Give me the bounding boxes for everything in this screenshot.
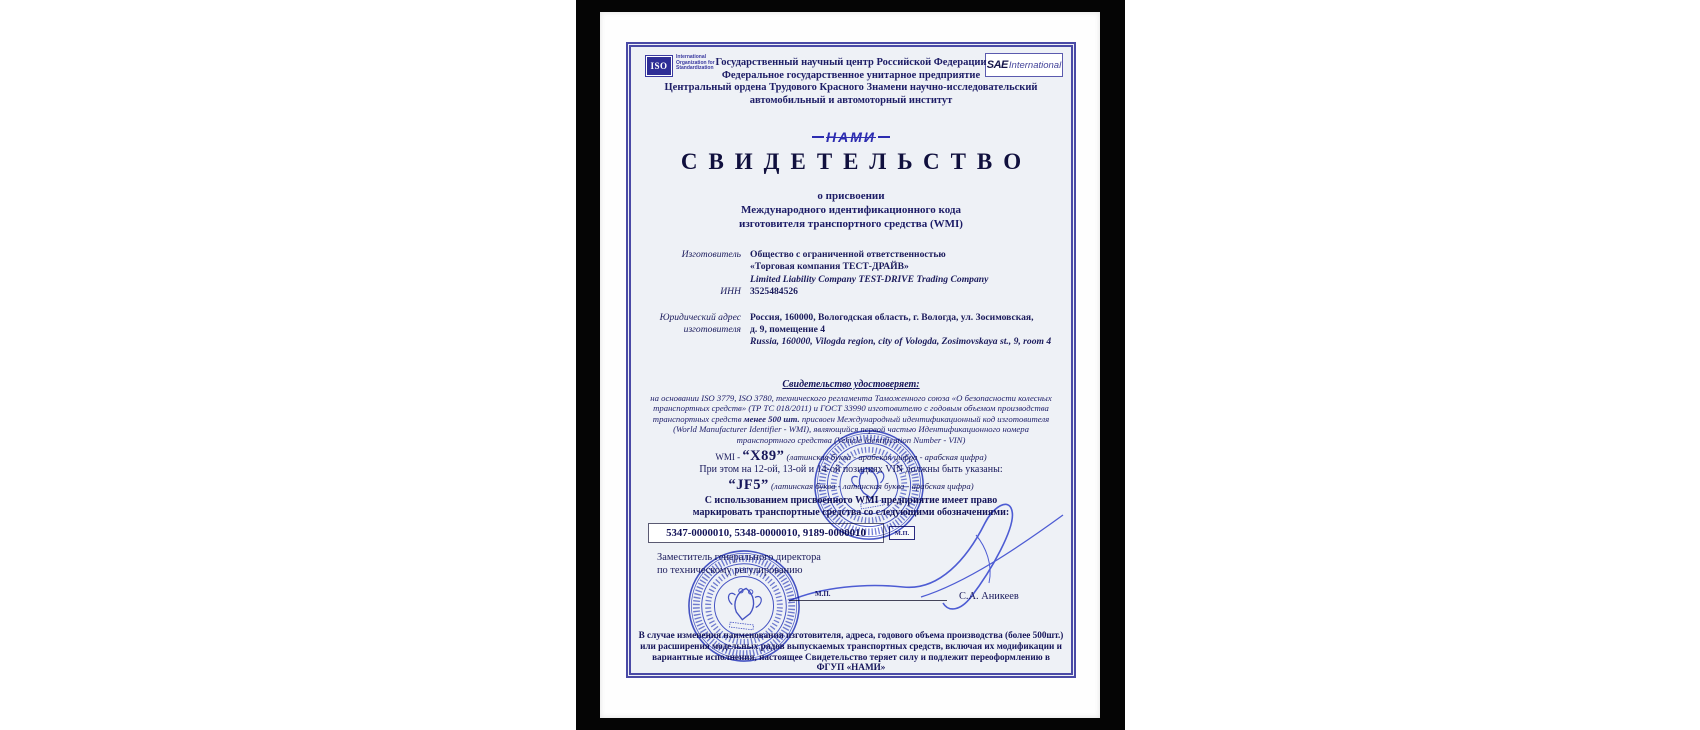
wmi-code: “X89”	[742, 448, 785, 464]
sae-word: International	[1008, 59, 1062, 71]
signatory-position-line: по техническому регулированию	[657, 564, 803, 576]
issuer-header	[631, 54, 1071, 107]
handwritten-signature	[768, 475, 1091, 640]
inn-value: 3525484526	[750, 286, 798, 298]
subtitle-line: о присвоении	[817, 190, 885, 202]
nami-logo	[631, 129, 1071, 145]
revocation-note-line: В случае изменения наименования изготовителя, адреса, годового объема производства (более 500шт.)	[638, 630, 1064, 640]
signatory-name: С.А. Аникеев	[959, 591, 1019, 602]
nami-logo-dash-right	[878, 136, 890, 139]
nami-logo-text: НАМИ	[826, 129, 876, 145]
subtitle-line: Международного идентификационного кода	[741, 204, 961, 216]
annual-volume-limit: менее 500 шт.	[743, 413, 800, 424]
legal-address-label-line1: Юридический адрес	[659, 311, 741, 323]
legal-address-ru2: д. 9, помещение 4	[750, 324, 826, 336]
iso-emblem: ISO	[647, 57, 671, 75]
certificate-border-box	[626, 42, 1076, 678]
legal-address-label-line2: изготовителя	[683, 324, 741, 336]
revocation-note	[631, 630, 1071, 673]
certifies-body-line: транспортных средств менее 500 шт. присвоен Международный идентификационный код изготовителя	[652, 413, 1050, 424]
wmi-prefix: WMI -	[715, 452, 743, 462]
issuer-header-line: Государственный научный центр Российской Федерации	[715, 57, 987, 68]
wmi-code-note: (латинская буква - арабская цифра - арабская цифра)	[784, 452, 987, 462]
certifies-heading: Свидетельство удостоверяет:	[782, 379, 920, 390]
stamp-place-mark: М.П.	[815, 590, 831, 598]
manufacturer-name-ru1: Общество с ограниченной ответственностью	[750, 249, 946, 260]
issuer-header-line: автомобильный и автомоторный институт	[749, 94, 953, 106]
legal-address-en: Russia, 160000, Vilogda region, city of Vologda, Zosimovskaya st., 9, room 4	[750, 336, 1052, 348]
issuer-header-line: Федеральное государственное унитарное предприятие	[721, 69, 981, 81]
marking-line: маркировать транспортные средства со следующими обозначениями:	[692, 507, 1010, 518]
revocation-note-line: или расширения модельных рядов выпускаемых транспортных средств, включая их модификации и	[640, 640, 1062, 651]
vin-positions-line: При этом на 12-ой, 13-ой и 14-ой позициях VIN должны быть указаны:	[699, 464, 1003, 475]
vin-positions-code: “JF5”	[728, 477, 769, 493]
revocation-note-line: вариантные исполнения, настоящее Свидетельство теряет силу и подлежит переоформлению в	[652, 651, 1050, 662]
certifies-body-line: (World Manufacturer Identifier - WMI), являющийся первой частью Идентификационного номера	[673, 424, 1029, 435]
document-subtitle	[631, 189, 1071, 231]
legal-address-ru1: Россия, 160000, Вологодская область, г. Вологда, ул. Зосимовская,	[750, 311, 1034, 323]
manufacturer-label: Изготовитель	[681, 249, 741, 260]
vin-positions-code-note: (латинская буква - латинская буква - арабская цифра)	[768, 481, 974, 491]
certifies-body-line: транспортного средства (Vehicle Identification Number - VIN)	[736, 434, 966, 445]
manufacturer-name-ru2: «Торговая компания ТЕСТ-ДРАЙВ»	[750, 261, 909, 273]
certificate-page	[600, 12, 1100, 718]
issuer-header-line: Центральный ордена Трудового Красного Знамени научно-исследовательский	[664, 82, 1038, 93]
stamp-place-box: М.П.	[889, 526, 915, 540]
iso-caption: International Organization for Standardization	[676, 54, 715, 71]
nami-logo-dash-left	[812, 136, 824, 139]
inn-label: ИНН	[720, 286, 741, 298]
vehicle-model-codes-box: 5347-0000010, 5348-0000010, 9189-0000010	[648, 523, 884, 543]
fields-block	[643, 249, 1063, 349]
certifies-body-line: на основании ISO 3779, ISO 3780, технического регламента Таможенного союза «О безопасности колесных	[650, 393, 1052, 403]
manufacturer-name-en: Limited Liability Company TEST-DRIVE Trading Company	[750, 273, 989, 285]
certifies-body-line: транспортных средств» (ТР ТС 018/2011) и ГОСТ 33990 изготовителю с годовым объемом производства	[653, 403, 1049, 414]
document-title: СВИДЕТЕЛЬСТВО	[680, 149, 1033, 174]
marking-line: С использованием присвоенного WMI предприятие имеет право	[704, 495, 998, 506]
revocation-note-line: ФГУП «НАМИ»	[816, 662, 886, 673]
signatory-position-line: Заместитель генерального директора	[657, 552, 821, 563]
sae-abbr: SAE	[986, 59, 1008, 71]
subtitle-line: изготовителя транспортного средства (WMI)	[739, 218, 963, 230]
